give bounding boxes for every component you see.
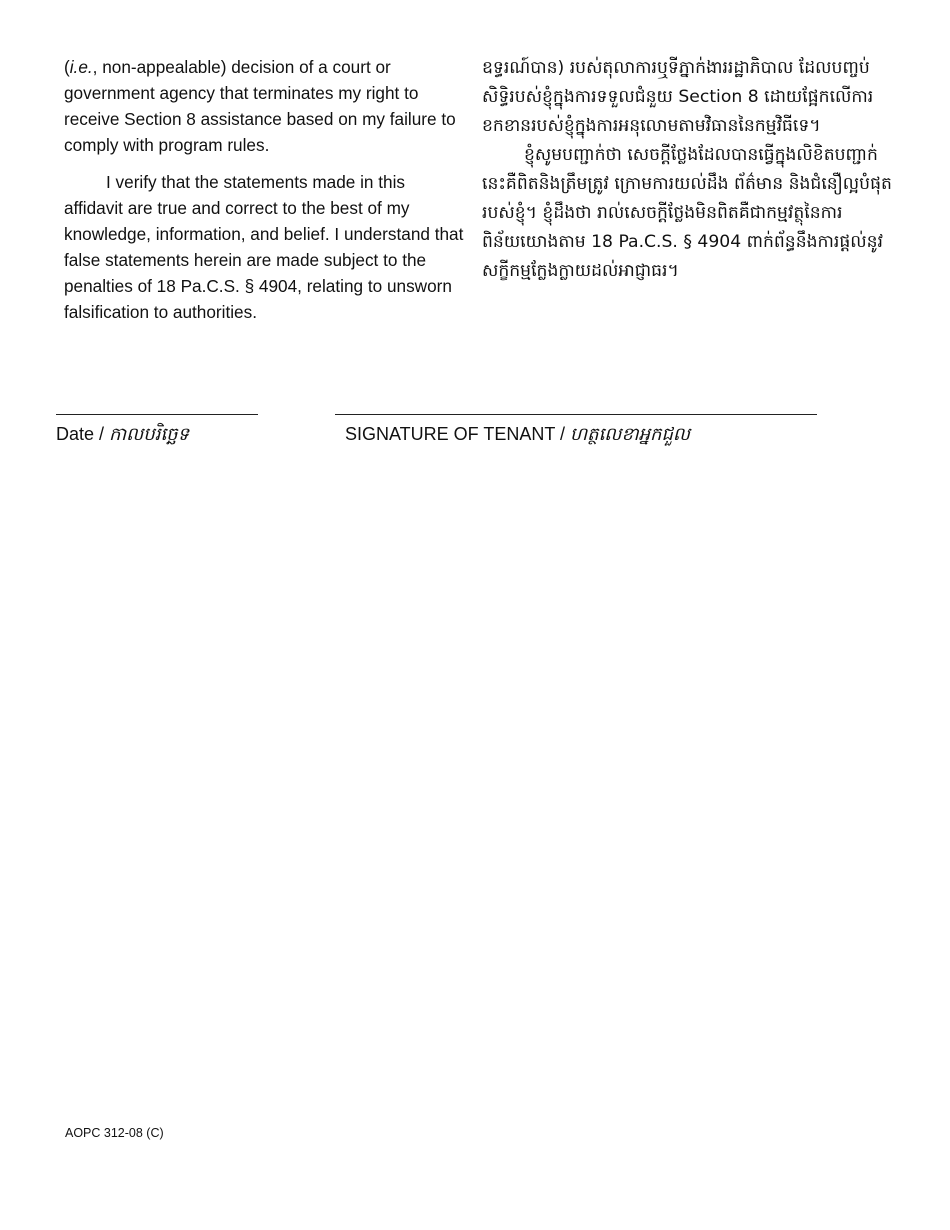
khmer-paragraph-1: ឧទ្ធរណ៍បាន) របស់តុលាការឬទីភ្នាក់ងាររដ្ឋាភិបាល ដែលបញ្ចប់សិទ្ធិរបស់ខ្ញុំក្នុងការទទួលជំនួយ Section 8 ដោយផ្អែកលើការខកខានរបស់ខ្ញុំក្នុងការអនុលោមតាមវិធាននៃកម្មវិធីទេ។ [482, 58, 874, 136]
date-label-english: Date / [56, 424, 110, 444]
english-paragraph-1-text: , non-appealable) decision of a court or government agency that terminates my right to receive Section 8 assistance based on my failure to comply with program rules. [64, 57, 456, 155]
khmer-column [482, 54, 892, 286]
date-signature-line[interactable] [56, 414, 258, 415]
tenant-label-english: SIGNATURE OF TENANT / [345, 424, 571, 444]
english-paragraph-2: I verify that the statements made in this affidavit are true and correct to the best of my knowledge, information, and belief. I understand that false statements herein are made subject to the penalties of 18 Pa.C.S. § 4904, relating to unsworn falsification to authorities. [64, 172, 464, 322]
khmer-paragraph-2: ខ្ញុំសូមបញ្ជាក់ថា សេចក្តីថ្លែងដែលបានធ្វើក្នុងលិខិតបញ្ជាក់នេះគឺពិតនិងត្រឹមត្រូវ ក្រោមការយល់ដឹង ព័ត៌មាន និងជំនឿល្អបំផុតរបស់ខ្ញុំ។ ខ្ញុំដឹងថា រាល់សេចក្តីថ្លែងមិនពិតគឺជាកម្មវត្ថុនៃការពិន័យយោងតាម 18 Pa.C.S. § 4904 ពាក់ព័ន្ធនឹងការផ្តល់នូវសក្ខីកម្មក្លែងក្លាយដល់អាជ្ញាធរ។ [482, 145, 892, 281]
english-italic-ie: i.e. [69, 57, 93, 77]
english-column [64, 54, 464, 336]
english-paragraph-1: (i.e., non-appealable) decision of a court or government agency that terminates my right to receive Section 8 assistance based on my failure to comply with program rules. [64, 57, 456, 155]
form-id: AOPC 312-08 (C) [65, 1126, 164, 1140]
tenant-label-khmer: ហត្ថលេខាអ្នកជួល [570, 424, 691, 445]
tenant-signature-line[interactable] [335, 414, 817, 415]
date-label-khmer: កាលបរិច្ឆេទ [109, 424, 190, 445]
date-label [56, 422, 189, 449]
tenant-signature-label [345, 422, 690, 449]
